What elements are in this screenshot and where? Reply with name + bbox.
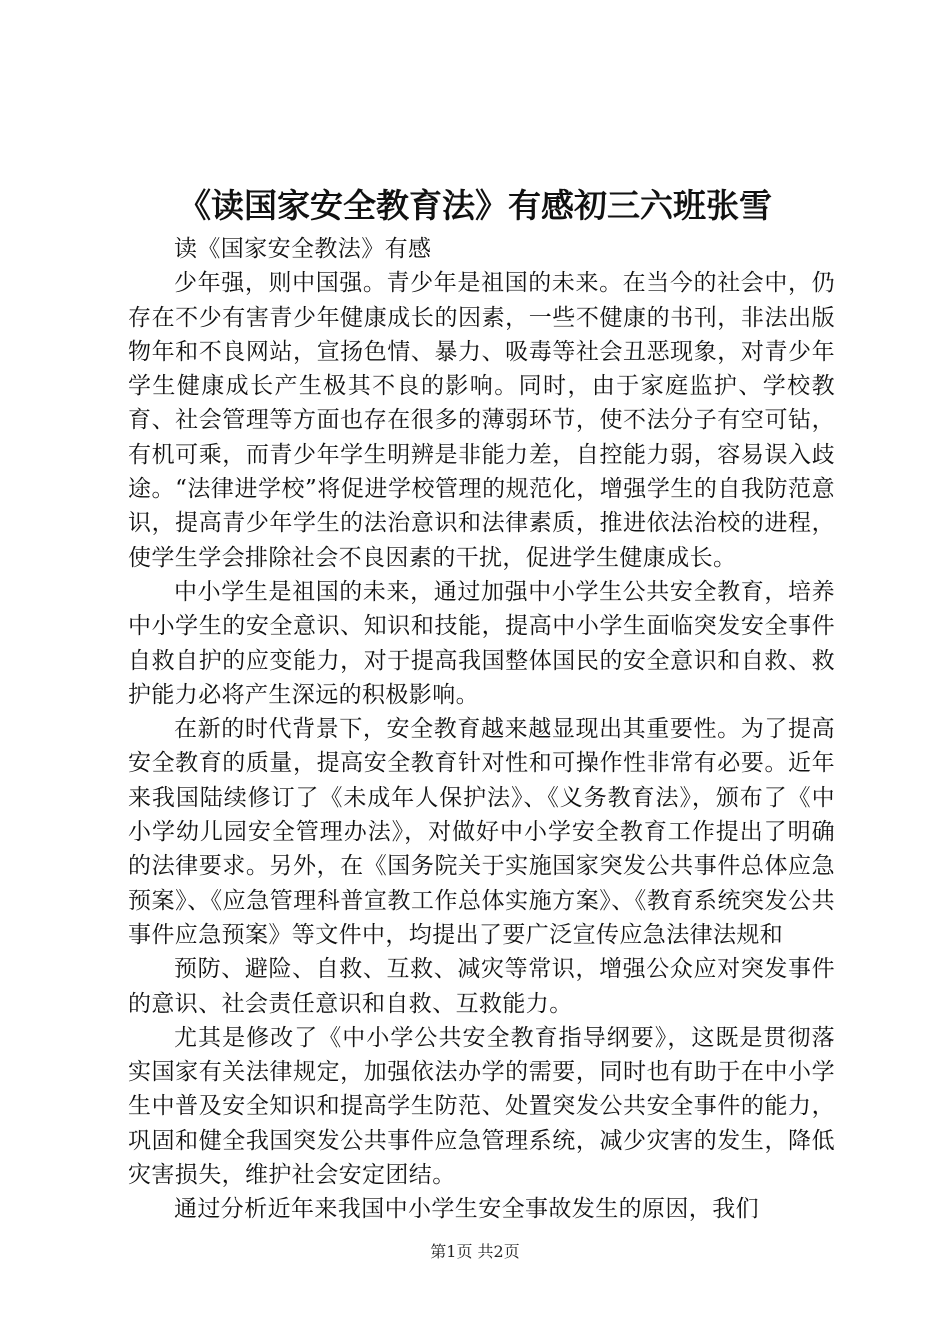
body-paragraph: 少年强，则中国强。青少年是祖国的未来。在当今的社会中，仍存在不少有害青少年健康成长的因素，一些不健康的书刊，非法出版物年和不良网站，宣扬色情、暴力、吸毒等社会丑恶现象，对青少年学生健康成长产生极其不良的影响。同时，由于家庭监护、学校教育、社会管理等方面也存在很多的薄弱环节，使不法分子有空可钻，有机可乘，而青少年学生明辨是非能力差，自控能力弱，容易误入歧途。“法律进学校”将促进学校管理的规范化，增强学生的自我防范意识，提高青少年学生的法治意识和法律素质，推进依法治校的进程，使学生学会排除社会不良因素的干扰，促进学生健康成长。 xyxy=(128,270,835,571)
page-number: 第1页 xyxy=(430,1242,473,1261)
page-total: 共2页 xyxy=(477,1242,520,1261)
body-paragraph: 在新的时代背景下，安全教育越来越显现出其重要性。为了提高安全教育的质量，提高安全教育针对性和可操作性非常有必要。近年来我国陆续修订了《未成年人保护法》、《义务教育法》，颁布了《中小学幼儿园安全管理办法》，对做好中小学安全教育工作提出了明确的法律要求。另外，在《国务院关于实施国家突发公共事件总体应急预案》、《应急管理科普宣教工作总体实施方案》、《教育系统突发公共事件应急预案》等文件中，均提出了要广泛宣传应急法律法规和 xyxy=(128,716,835,948)
document-body xyxy=(128,232,835,1227)
body-paragraph: 尤其是修改了《中小学公共安全教育指导纲要》，这既是贯彻落实国家有关法律规定，加强依法办学的需要，同时也有助于在中小学生中普及安全知识和提高学生防范、处置突发公共安全事件的能力，巩固和健全我国突发公共事件应急管理系统，减少灾害的发生，降低灾害损失，维护社会安定团结。 xyxy=(128,1024,835,1189)
body-paragraph: 通过分析近年来我国中小学生安全事故发生的原因，我们 xyxy=(174,1196,759,1223)
page-footer xyxy=(0,1242,950,1262)
subtitle-paragraph: 读《国家安全教法》有感 xyxy=(174,236,432,262)
body-paragraph: 预防、避险、自救、互救、减灾等常识，增强公众应对突发事件的意识、社会责任意识和自救、互救能力。 xyxy=(128,956,835,1017)
body-paragraph: 中小学生是祖国的未来，通过加强中小学生公共安全教育，培养中小学生的安全意识、知识和技能，提高中小学生面临突发安全事件自救自护的应变能力，对于提高我国整体国民的安全意识和自救、救护能力必将产生深远的积极影响。 xyxy=(128,578,835,708)
document-title: 《读国家安全教育法》有感初三六班张雪 xyxy=(178,186,772,225)
